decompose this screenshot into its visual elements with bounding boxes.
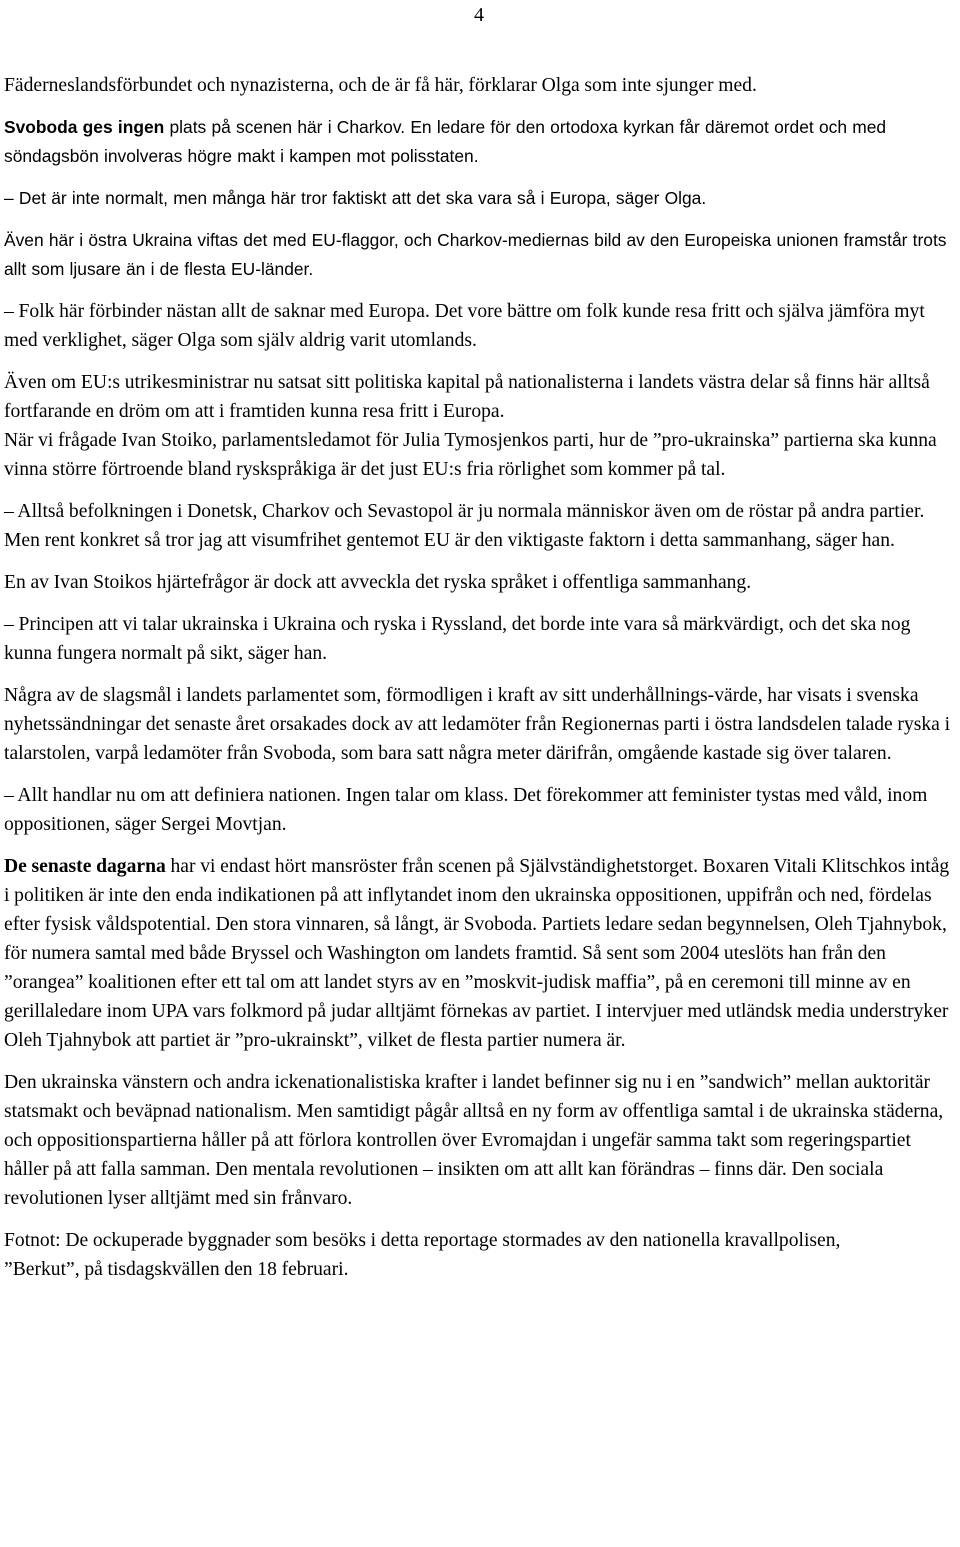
- paragraph-text: har vi endast hört mansröster från scenen på Självständighetstorget. Boxaren Vitali Klitschkos intåg i politiken är inte den enda indikationen på att inflytandet inom den ukrainska oppositionen, uppifrån och ned, fördelas efter fysisk våldspotential. Den stora vinnaren, så långt, är Svoboda. Partiets ledare sedan begynnelsen, Oleh Tjahnybok, för numera samtal med både Bryssel och Washington om landets framtid. Så sent som 2004 uteslöts han från den ”orangea” koalitionen efter ett tal om att landet styrs av en ”moskvit-judisk maffia”, på en ceremoni till minne av en gerillaledare inom UPA vars folkmord på judar alltjämt förnekas av partiet. I intervjuer med utländsk media understryker Oleh Tjahnybok att partiet är ”pro-ukrainskt”, vilket de flesta partier numera är.: [4, 856, 950, 1051]
- paragraph-text: plats på scenen här i Charkov. En ledare för den ortodoxa kyrkan får däremot ordet och med söndagsbön involveras högre makt i kampen mot polisstaten.: [4, 117, 887, 166]
- paragraph-text: ”Berkut”, på tisdagskvällen den 18 februari.: [4, 1259, 349, 1280]
- paragraph-text: Fotnot: De ockuperade byggnader som besöks i detta reportage stormades av den nationella kravallpolisen,: [4, 1230, 841, 1251]
- paragraph-text: Även här i östra Ukraina viftas det med EU-flaggor, och Charkov-mediernas bild av den Europeiska unionen framstår trots allt som ljusare än i de flesta EU-länder.: [4, 230, 947, 279]
- paragraph-text: – Principen att vi talar ukrainska i Ukraina och ryska i Ryssland, det borde inte vara så märkvärdigt, och det ska nog kunna fungera normalt på sikt, säger han.: [4, 614, 911, 664]
- paragraph-1: [4, 71, 956, 100]
- paragraph-4: [4, 226, 956, 284]
- paragraph-5: [4, 297, 956, 355]
- paragraph-lead: Svoboda ges ingen: [4, 117, 165, 137]
- paragraph-15: [4, 1226, 956, 1255]
- paragraph-2: [4, 113, 956, 171]
- paragraph-text: – Allt handlar nu om att definiera nationen. Ingen talar om klass. Det förekommer att feminister tystas med våld, inom oppositionen, säger Sergei Movtjan.: [4, 785, 928, 835]
- paragraph-13: [4, 852, 956, 1055]
- paragraph-10: [4, 610, 956, 668]
- paragraph-3: [4, 184, 956, 213]
- paragraph-text: Fäderneslandsförbundet och nynazisterna, och de är få här, förklarar Olga som inte sjunger med.: [4, 75, 757, 96]
- paragraph-text: En av Ivan Stoikos hjärtefrågor är dock att avveckla det ryska språket i offentliga sammanhang.: [4, 572, 752, 593]
- paragraph-6: [4, 368, 956, 426]
- paragraph-text: – Alltså befolkningen i Donetsk, Charkov och Sevastopol är ju normala människor även om de röstar på andra partier. Men rent konkret så tror jag att visumfrihet gentemot EU är den viktigaste faktorn i detta sammanhang, säger han.: [4, 501, 925, 551]
- paragraph-text: Även om EU:s utrikesministrar nu satsat sitt politiska kapital på nationalisterna i landets västra delar så finns här alltså fortfarande en dröm om att i framtiden kunna resa fritt i Europa.: [4, 372, 930, 422]
- page-number: 4: [474, 4, 484, 26]
- paragraph-7: [4, 426, 956, 484]
- paragraph-8: [4, 497, 956, 555]
- paragraph-9: [4, 568, 956, 597]
- paragraph-text: När vi frågade Ivan Stoiko, parlamentsledamot för Julia Tymosjenkos parti, hur de ”pro-ukrainska” partierna ska kunna vinna större förtroende bland ryskspråkiga är det just EU:s fria rörlighet som kommer på tal.: [4, 430, 937, 480]
- paragraph-text: Den ukrainska vänstern och andra ickenationalistiska krafter i landet befinner sig nu i en ”sandwich” mellan auktoritär statsmakt och beväpnad nationalism. Men samtidigt pågår alltså en ny form av offentliga samtal i de ukrainska städerna, och oppositionspartierna håller på att förlora kontrollen över Evromajdan i ungefär samma takt som regeringspartiet håller på att falla samman. Den mentala revolutionen – insikten om att allt kan förändras – finns där. Den sociala revolutionen lyser alltjämt med sin frånvaro.: [4, 1072, 944, 1209]
- paragraph-lead: De senaste dagarna: [4, 856, 166, 877]
- paragraph-14: [4, 1068, 956, 1213]
- paragraph-12: [4, 781, 956, 839]
- paragraph-11: [4, 681, 956, 768]
- article-body: [4, 71, 956, 1297]
- paragraph-text: – Det är inte normalt, men många här tror faktiskt att det ska vara så i Europa, säger Olga.: [4, 188, 707, 208]
- paragraph-16: [4, 1255, 956, 1284]
- paragraph-text: – Folk här förbinder nästan allt de saknar med Europa. Det vore bättre om folk kunde resa fritt och själva jämföra myt med verklighet, säger Olga som själv aldrig varit utomlands.: [4, 301, 925, 351]
- paragraph-text: Några av de slagsmål i landets parlamentet som, förmodligen i kraft av sitt underhållnings-värde, har visats i svenska nyhetssändningar det senaste året orsakades dock av att ledamöter från Regionernas parti i östra landsdelen talade ryska i talarstolen, varpå ledamöter från Svoboda, som bara satt några meter därifrån, omgående kastade sig över talaren.: [4, 685, 951, 764]
